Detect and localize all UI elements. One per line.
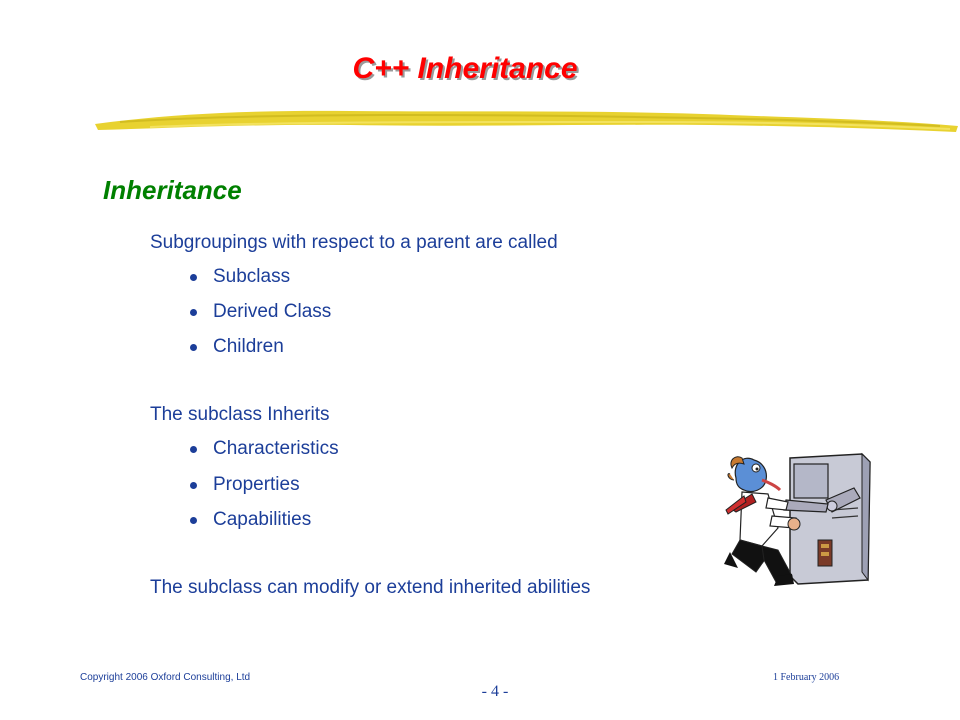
footer-date: 1 February 2006 xyxy=(773,672,840,683)
bullet-icon xyxy=(190,309,197,316)
list-item xyxy=(190,438,339,460)
bullet-icon xyxy=(190,344,197,351)
list-item xyxy=(190,266,290,288)
list-item-label: Subclass xyxy=(213,266,291,287)
title-underline-brush xyxy=(90,100,960,140)
list-item xyxy=(190,509,311,531)
page-number: - 4 - xyxy=(481,683,509,700)
footer-copyright: Copyright 2006 Oxford Consulting, Ltd xyxy=(80,672,251,683)
slide-title: C++ Inheritance xyxy=(352,52,578,85)
bullet-icon xyxy=(190,517,197,524)
bullet-icon xyxy=(190,446,197,453)
closing-text: The subclass can modify or extend inherited abilities xyxy=(150,577,591,598)
inherits-text: The subclass Inherits xyxy=(150,404,330,425)
bullet-icon xyxy=(190,274,197,281)
list-item xyxy=(190,474,300,496)
man-wrestling-computer-clipart xyxy=(722,450,902,590)
list-item xyxy=(190,301,331,323)
intro-text: Subgroupings with respect to a parent are called xyxy=(150,232,558,253)
bullet-icon xyxy=(190,482,197,489)
section-heading: Inheritance xyxy=(103,175,242,205)
list-item-label: Characteristics xyxy=(213,438,339,459)
list-item-label: Children xyxy=(213,336,284,357)
list-item-label: Capabilities xyxy=(213,509,312,530)
list-item-label: Derived Class xyxy=(213,301,332,322)
list-item xyxy=(190,336,284,358)
list-item-label: Properties xyxy=(213,474,300,495)
